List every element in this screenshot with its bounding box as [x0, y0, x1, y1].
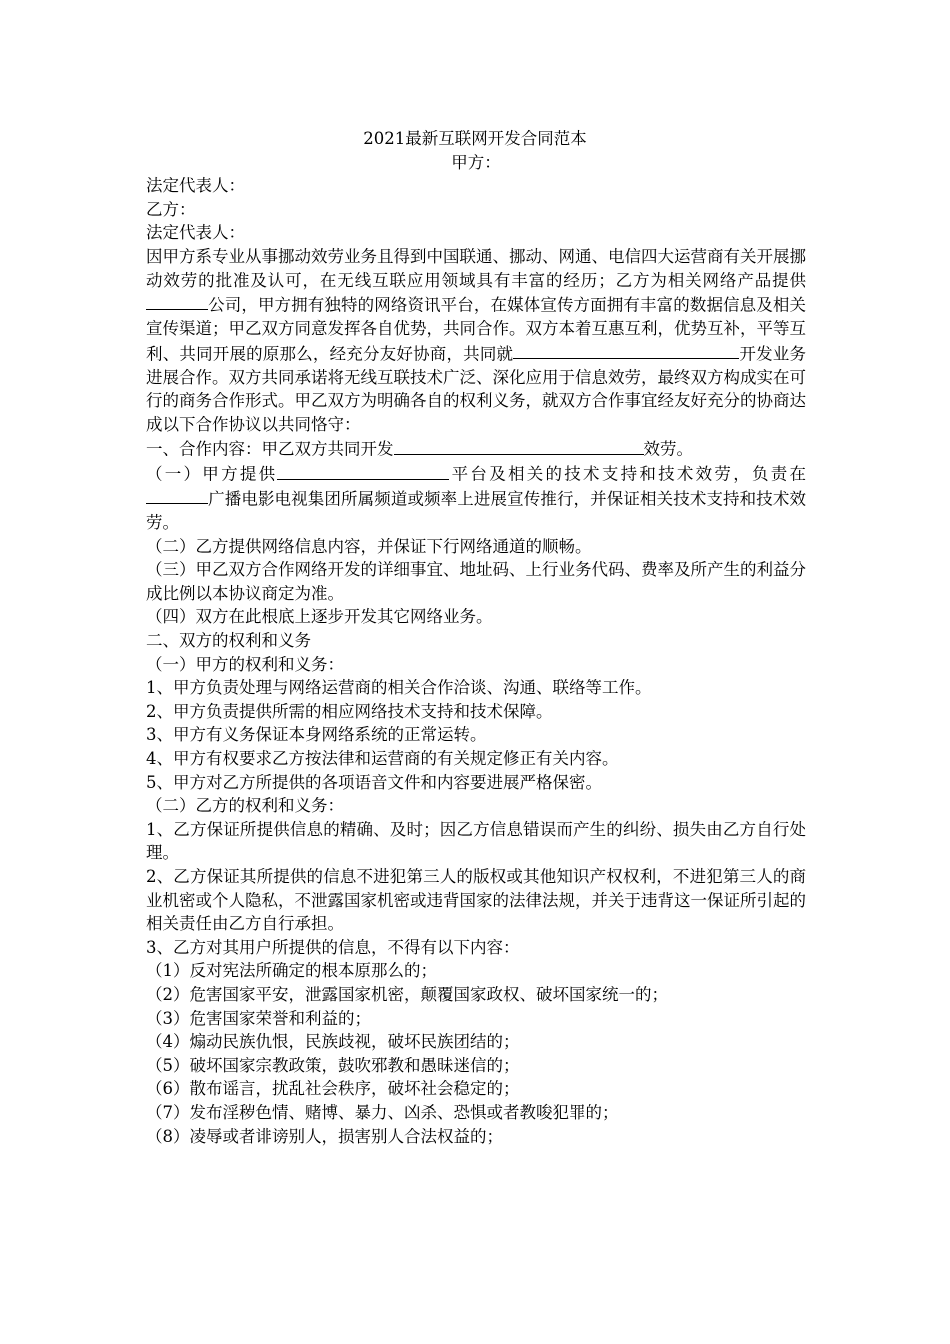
party-b-item: 1、乙方保证所提供信息的精确、及时；因乙方信息错误而产生的纠纷、损失由乙方自行处理。: [146, 819, 806, 863]
prohibited-item: （1）反对宪法所确定的根本原那么的；: [146, 961, 437, 981]
prohibited-item: （7）发布淫秽色情、赌博、暴力、凶杀、恐惧或者教唆犯罪的；: [146, 1102, 619, 1122]
blank-line: [513, 341, 739, 359]
party-a-item: 2、甲方负责提供所需的相应网络技术支持和技术保障。: [146, 701, 553, 721]
document-title: 2021最新互联网开发合同范本: [363, 129, 587, 148]
prohibited-item: （2）危害国家平安，泄露国家机密，颠覆国家政权、破坏国家统一的；: [146, 984, 668, 1004]
section-1-item-2: （二）乙方提供网络信息内容，并保证下行网络通道的顺畅。: [146, 536, 592, 556]
preamble-text-1: 因甲方系专业从事挪动效劳业务且得到中国联通、挪动、网通、电信四大运营商有关开展挪动效劳的批准及认可，在无线互联应用领域具有丰富的经历；乙方为相关网络产品提供: [146, 246, 806, 290]
party-a-item: 3、甲方有义务保证本身网络系统的正常运转。: [146, 725, 487, 745]
party-b-item: 2、乙方保证其所提供的信息不进犯第三人的版权或其他知识产权权利，不进犯第三人的商业机密或个人隐私，不泄露国家机密或违背国家的法律法规，并关于违背这一保证所引起的相关责任由乙方自行承担。: [146, 866, 806, 934]
section-1-heading-suffix: 效劳。: [643, 439, 693, 459]
section-1-item-3: （三）甲乙双方合作网络开发的详细事宜、地址码、上行业务代码、费率及所产生的利益分成比例以本协议商定为准。: [146, 560, 806, 603]
prohibited-item: （6）散布谣言，扰乱社会秩序，破坏社会稳定的；: [146, 1079, 520, 1099]
party-a-item: 1、甲方负责处理与网络运营商的相关合作洽谈、沟通、联络等工作。: [146, 678, 652, 698]
party-b-label: 乙方：: [146, 199, 196, 219]
section-1-heading-text: 一、合作内容：甲乙双方共同开发: [146, 439, 394, 459]
prohibited-item: （5）破坏国家宗教政策，鼓吹邪教和愚昧迷信的；: [146, 1055, 520, 1075]
preamble-text-2: 公司，甲方拥有独特的网络资讯平台，在媒体宣传方面拥有丰富的数据信息及相关宣传渠道；甲乙双方同意发挥各自优势，共同合作。双方本着互惠互利，优势互补，平等互利、共同开展的原那么，经充分友好协商，共同就: [146, 295, 806, 363]
section-1-heading: [146, 436, 806, 461]
prohibited-item: （8）凌辱或者诽谤别人，损害别人合法权益的；: [146, 1126, 503, 1146]
prohibited-item: （4）煽动民族仇恨，民族歧视，破坏民族团结的；: [146, 1032, 520, 1052]
party-a-rights-heading: （一）甲方的权利和义务：: [146, 654, 344, 674]
party-a-item: 5、甲方对乙方所提供的各项语音文件和内容要进展严格保密。: [146, 772, 602, 792]
section-2-heading: 二、双方的权利和义务: [146, 631, 311, 651]
preamble-text-3: 开发业务进展合作。双方共同承诺将无线互联技术广泛、深化应用于信息效劳，最终双方构成实在可行的商务合作形式。甲乙双方为明确各自的权利义务，就双方合作事宜经友好充分的协商达成以下合作协议以共同恪守：: [146, 343, 807, 434]
party-b-item: 3、乙方对其用户所提供的信息，不得有以下内容：: [146, 937, 520, 957]
preamble-paragraph: [146, 245, 806, 436]
party-a-item: 4、甲方有权要求乙方按法律和运营商的有关规定修正有关内容。: [146, 749, 619, 768]
blank-line: [394, 436, 644, 454]
contract-page: [146, 127, 806, 1148]
item-1-text-a: （一）甲方提供: [146, 464, 278, 484]
item-1-text-b: 平台及相关的技术支持和技术效劳，负责在: [449, 464, 807, 484]
item-1-text-c: 广播电影电视集团所属频道或频率上进展宣传推行，并保证相关技术支持和技术效劳。: [146, 489, 806, 533]
legal-rep-a-label: 法定代表人：: [146, 176, 245, 196]
section-1-item-4: （四）双方在此根底上逐步开发其它网络业务。: [146, 607, 493, 627]
blank-line: [146, 292, 208, 310]
section-1-item-1: [146, 461, 806, 534]
prohibited-item: （3）危害国家荣誉和利益的；: [146, 1008, 371, 1028]
party-b-rights-heading: （二）乙方的权利和义务：: [146, 796, 344, 816]
blank-line: [277, 461, 449, 479]
legal-rep-b-label: 法定代表人：: [146, 223, 245, 243]
blank-line: [146, 486, 208, 504]
party-a-label: 甲方：: [451, 152, 501, 172]
